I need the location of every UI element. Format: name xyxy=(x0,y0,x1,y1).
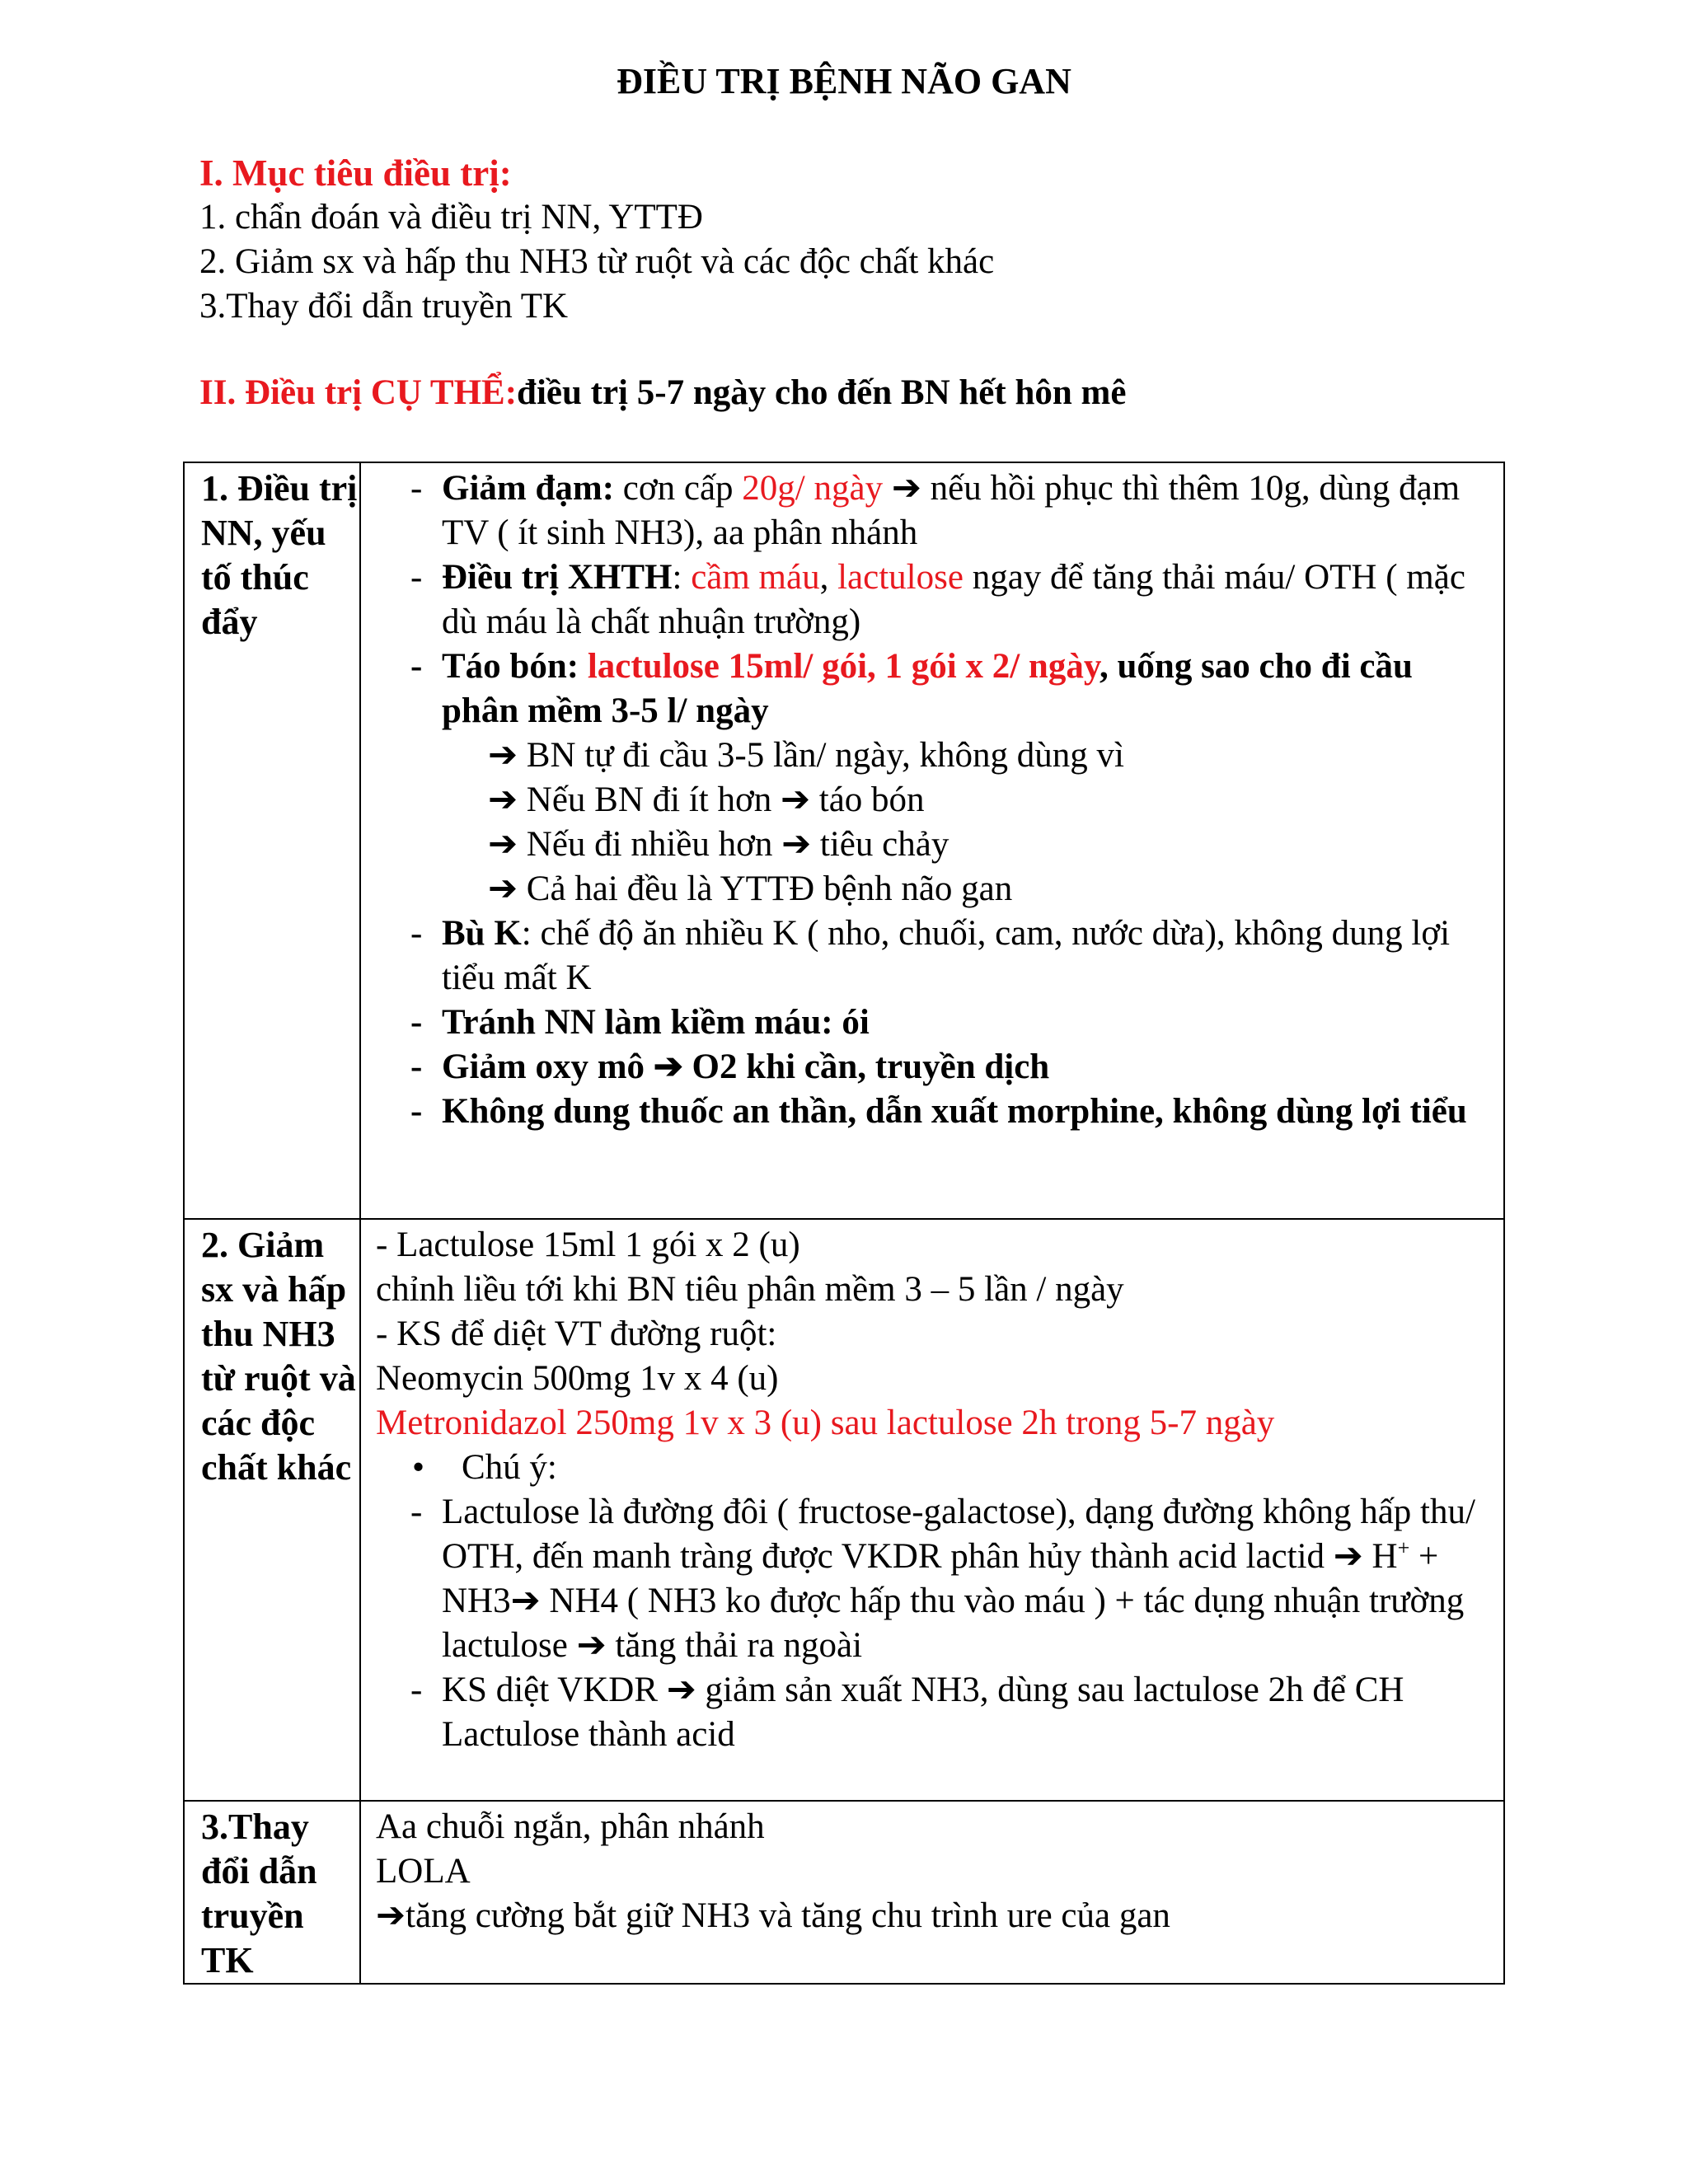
item-label: Giảm đạm: xyxy=(442,469,615,508)
row-label: 3.Thay đổi dẫn truyền TK xyxy=(201,1807,317,1980)
list-item xyxy=(361,555,1487,644)
arrow-item: ➔ BN tự đi cầu 3-5 lần/ ngày, không dùng vì xyxy=(488,736,1124,775)
dash-marker: - xyxy=(410,558,423,597)
specific-heading-label: II. Điều trị CỤ THỂ: xyxy=(199,373,518,412)
row-content-cell xyxy=(360,1219,1504,1801)
item-text: : chế độ ăn nhiều K ( nho, chuối, cam, nước dừa), không dung lợi tiểu mất K xyxy=(442,914,1451,997)
item-text: Lactulose là đường đôi ( fructose-galactose), dạng đường không hấp thu/ OTH, đến manh tràng được VKDR phân hủy thành acid lactid ➔ H xyxy=(442,1493,1475,1576)
list-item xyxy=(361,644,1487,733)
item-text: Tránh NN làm kiềm máu: ói xyxy=(442,1003,870,1042)
list-item xyxy=(361,1446,1487,1490)
content-line: Aa chuỗi ngắn, phân nhánh xyxy=(376,1807,765,1846)
content-line: - KS để diệt VT đường ruột: xyxy=(376,1315,777,1353)
goal-item: 3.Thay đổi dẫn truyền TK xyxy=(199,287,569,326)
treatment-table xyxy=(183,462,1505,1985)
list-item xyxy=(361,1090,1487,1134)
item-text: , xyxy=(819,558,838,597)
content-line: LOLA xyxy=(376,1852,471,1891)
item-text: , uống sao cho đi cầu phân mềm 3-5 l/ ngày xyxy=(442,647,1413,730)
row-label-cell xyxy=(184,1801,360,1984)
dash-marker: - xyxy=(410,1047,423,1086)
section-goals xyxy=(199,151,1518,329)
row-content-cell xyxy=(360,1801,1504,1984)
dash-marker: - xyxy=(410,1092,423,1131)
row-label-cell xyxy=(184,1219,360,1801)
dash-marker: - xyxy=(410,1003,423,1042)
item-label: Điều trị XHTH xyxy=(442,558,673,597)
table-row xyxy=(184,1801,1504,1984)
dash-marker: - xyxy=(410,914,423,953)
dash-marker: - xyxy=(410,647,423,686)
row-content-cell xyxy=(360,462,1504,1219)
arrow-list xyxy=(361,733,1487,912)
item-text: ➔ nếu hồi phục thì thêm 10g, dùng đạm TV ( ít sinh NH3), aa phân nhánh xyxy=(442,469,1461,552)
list-item xyxy=(361,1490,1487,1668)
row-label: 2. Giảm sx và hấp thu NH3 từ ruột và các độc chất khác xyxy=(201,1225,356,1488)
item-text: ngay để tăng thải máu/ OTH ( mặc dù máu là chất nhuận trường) xyxy=(442,558,1465,641)
row-label-cell xyxy=(184,462,360,1219)
dash-marker: - xyxy=(410,1671,423,1709)
item-text: KS diệt VKDR ➔ giảm sản xuất NH3, dùng sau lactulose 2h để CH Lactulose thành acid xyxy=(442,1671,1404,1754)
document-title: ĐIỀU TRỊ BỆNH NÃO GAN xyxy=(617,61,1071,101)
highlight-text: cầm máu xyxy=(691,558,820,597)
dash-marker: - xyxy=(410,1493,423,1531)
content-line: chỉnh liều tới khi BN tiêu phân mềm 3 – 5 lần / ngày xyxy=(376,1270,1124,1309)
item-text: Không dung thuốc an thần, dẫn xuất morphine, không dùng lợi tiểu xyxy=(442,1092,1467,1131)
goals-heading: I. Mục tiêu điều trị: xyxy=(199,152,512,194)
list-item xyxy=(361,912,1487,1001)
arrow-item: ➔ Nếu BN đi ít hơn ➔ táo bón xyxy=(488,780,925,819)
highlight-text: lactulose xyxy=(837,558,964,597)
content-line: Neomycin 500mg 1v x 4 (u) xyxy=(376,1359,779,1398)
list-item xyxy=(361,1045,1487,1090)
content-line-highlight: Metronidazol 250mg 1v x 3 (u) sau lactulose 2h trong 5-7 ngày xyxy=(376,1404,1275,1442)
goal-item: 1. chẩn đoán và điều trị NN, YTTĐ xyxy=(199,198,703,237)
item-label: Táo bón: xyxy=(442,647,588,686)
arrow-item: ➔ Nếu đi nhiều hơn ➔ tiêu chảy xyxy=(488,825,950,864)
goal-item: 2. Giảm sx và hấp thu NH3 từ ruột và các độc chất khác xyxy=(199,242,995,281)
item-text: cơn cấp xyxy=(614,469,743,508)
list-item xyxy=(361,466,1487,555)
item-text: + NH3➔ NH4 ( NH3 ko được hấp thu vào máu ) + tác dụng nhuận trường lactulose ➔ tăng thải ra ngoài xyxy=(442,1537,1465,1665)
content-line: - Lactulose 15ml 1 gói x 2 (u) xyxy=(376,1226,800,1264)
arrow-item: ➔ Cả hai đều là YTTĐ bệnh não gan xyxy=(488,869,1013,908)
note-label: Chú ý: xyxy=(462,1448,557,1487)
table-row xyxy=(184,462,1504,1219)
superscript: + xyxy=(1397,1535,1410,1560)
item-text: Giảm oxy mô ➔ O2 khi cần, truyền dịch xyxy=(442,1047,1050,1086)
dash-marker: - xyxy=(410,469,423,508)
highlight-text: lactulose 15ml/ gói, 1 gói x 2/ ngày xyxy=(587,647,1100,686)
specific-heading-text: điều trị 5-7 ngày cho đến BN hết hôn mê xyxy=(517,373,1127,412)
list-item xyxy=(361,1001,1487,1045)
highlight-text: 20g/ ngày xyxy=(742,469,884,508)
table-row xyxy=(184,1219,1504,1801)
content-line: ➔tăng cường bắt giữ NH3 và tăng chu trình ure của gan xyxy=(376,1896,1170,1935)
section-specific-treatment-heading xyxy=(199,371,1601,415)
item-text: : xyxy=(672,558,692,597)
list-item xyxy=(361,1668,1487,1757)
item-label: Bù K xyxy=(442,914,522,953)
bullet-marker: • xyxy=(412,1448,425,1487)
row-label: 1. Điều trị NN, yếu tố thúc đẩy xyxy=(201,468,358,642)
